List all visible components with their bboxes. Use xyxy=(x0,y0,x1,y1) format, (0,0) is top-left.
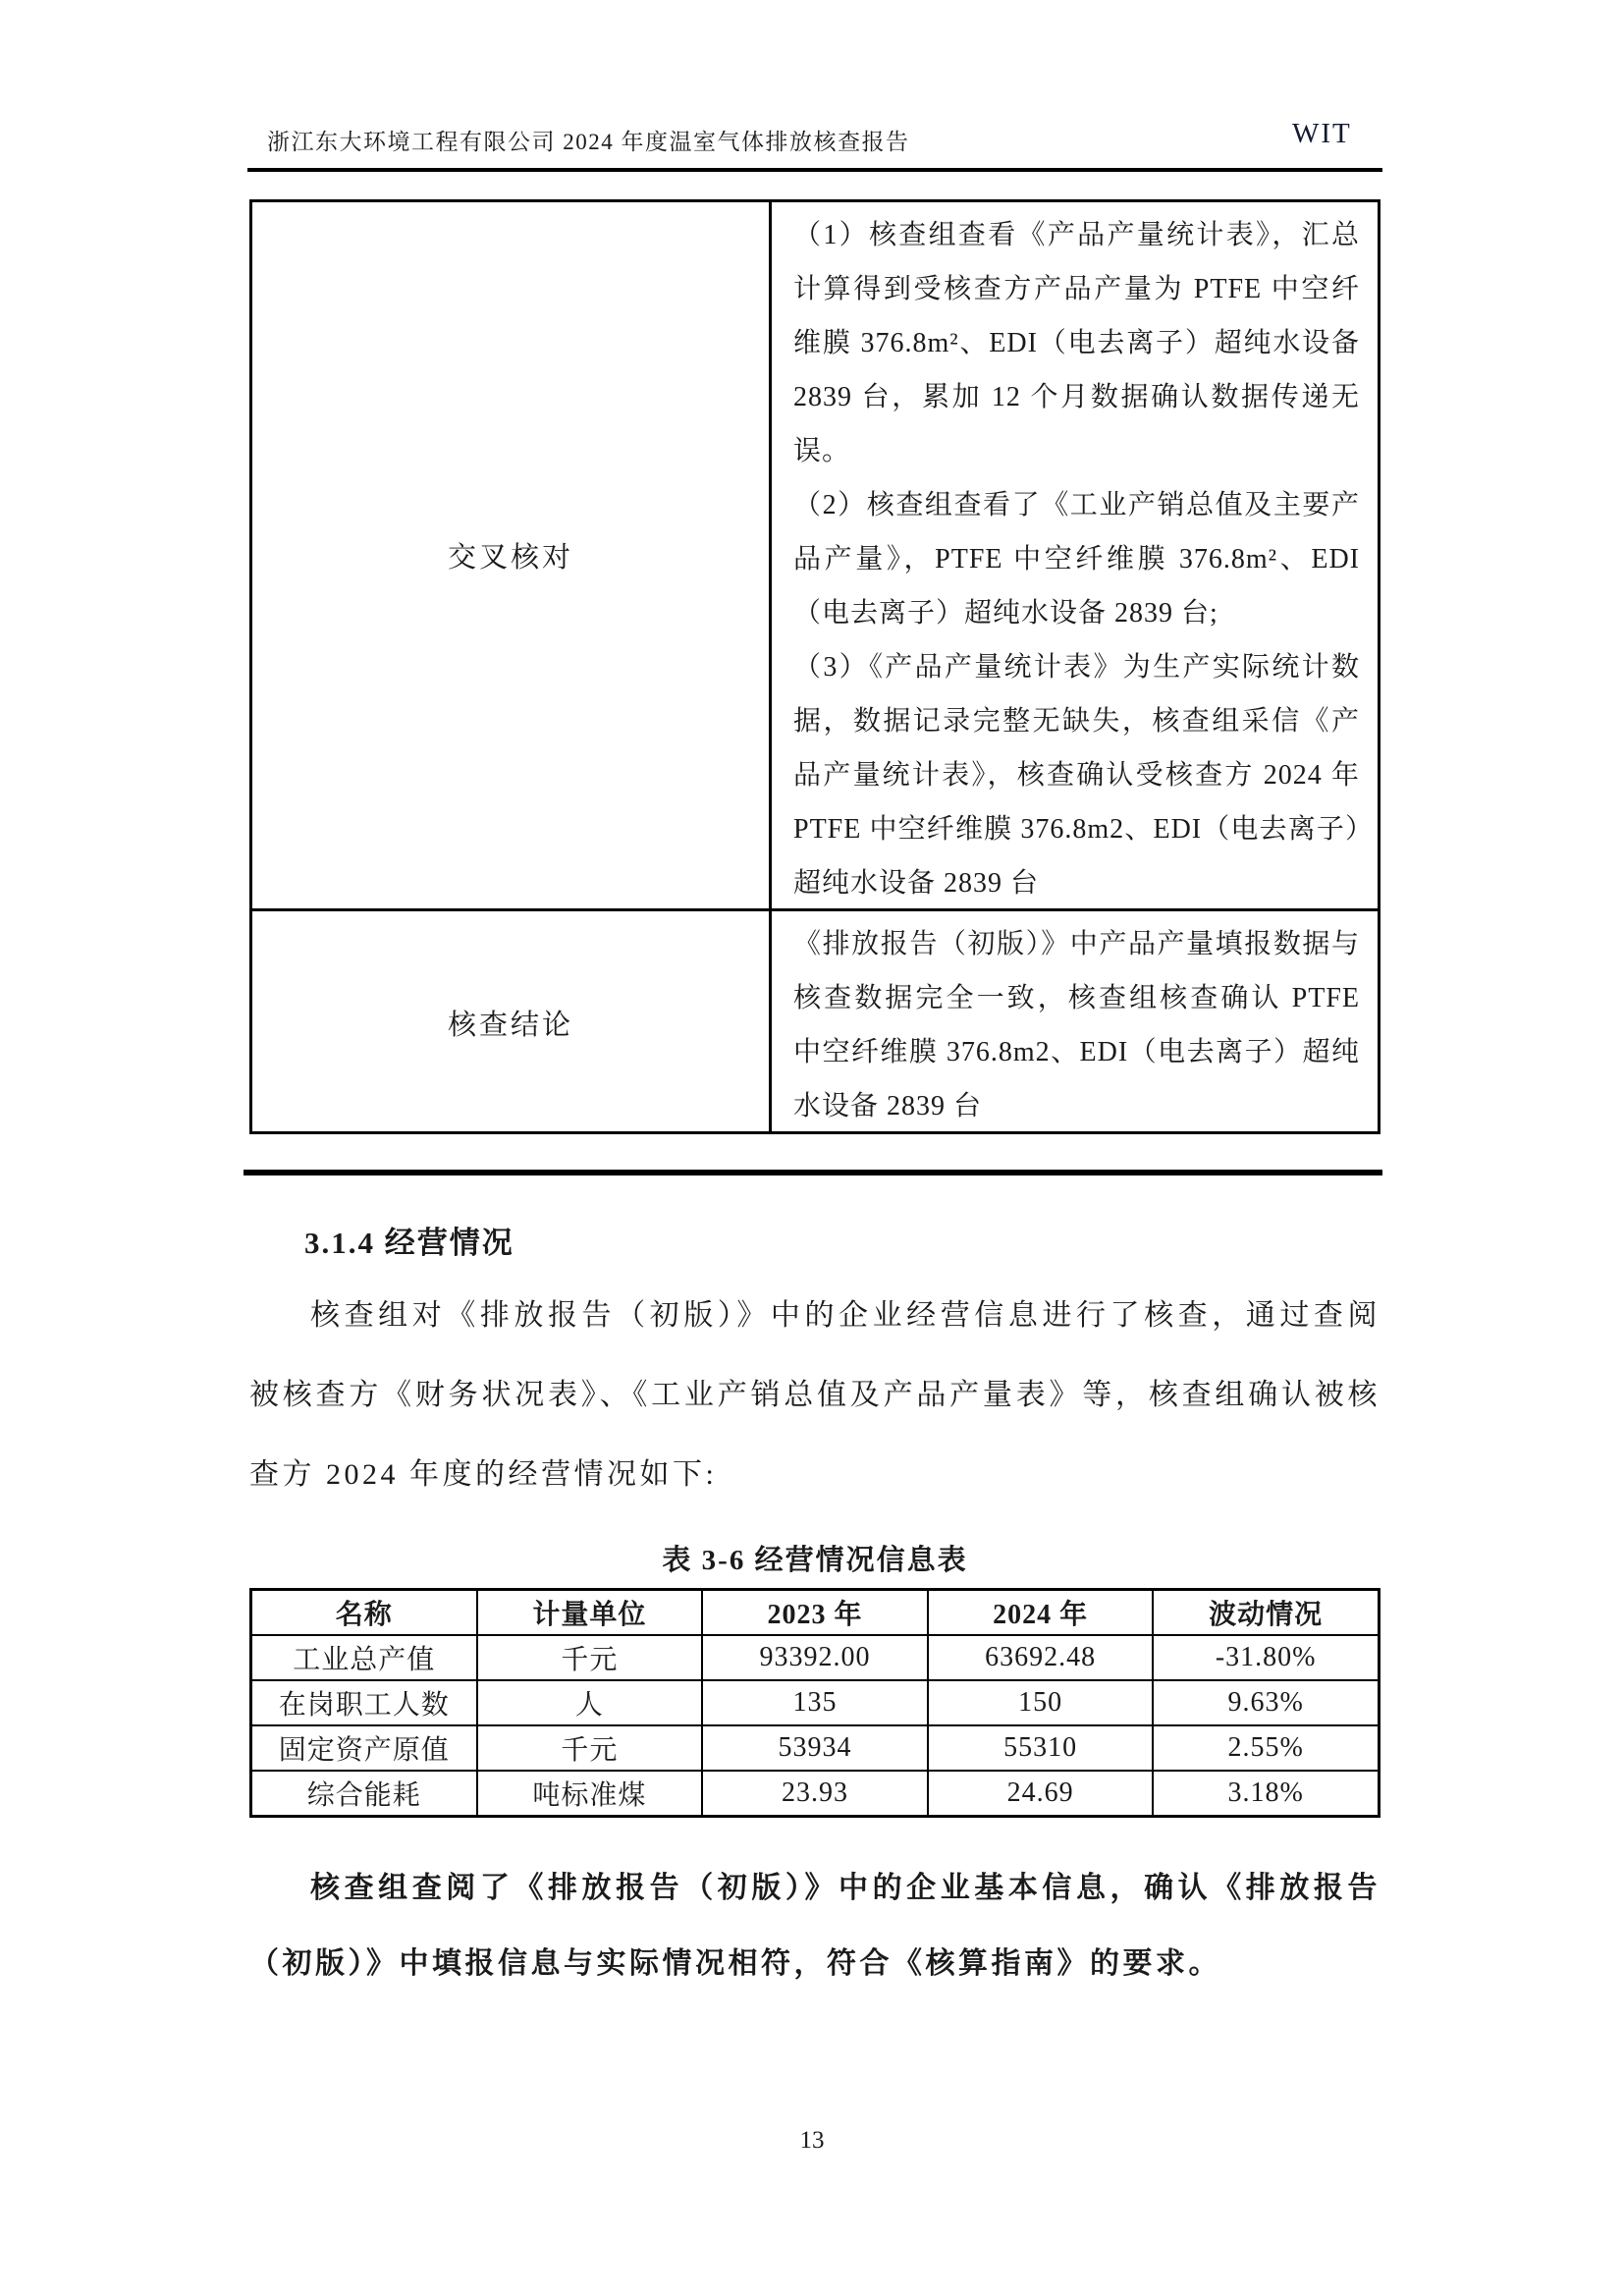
conclusion-paragraph: 《排放报告（初版）》中产品产量填报数据与核查数据完全一致，核查组核查确认 PTFE 中空纤维膜 376.8m2、EDI（电去离子）超纯水设备 2839 台 xyxy=(793,929,1360,1121)
table-cell: 23.93 xyxy=(701,1772,927,1815)
col-header-2023: 2023 年 xyxy=(701,1591,927,1634)
table-cell: 24.69 xyxy=(927,1772,1153,1815)
table-cell: 3.18% xyxy=(1152,1772,1378,1815)
table-row xyxy=(252,1724,1378,1770)
col-header-fluctuation: 波动情况 xyxy=(1152,1591,1378,1634)
table-cell: 2.55% xyxy=(1152,1726,1378,1770)
table-cell: 千元 xyxy=(476,1636,702,1679)
verification-table xyxy=(249,199,1380,1134)
report-header-title: 浙江东大环境工程有限公司 2024 年度温室气体排放核查报告 xyxy=(267,130,910,154)
table-cell: 93392.00 xyxy=(701,1636,927,1679)
cross-check-row xyxy=(252,202,1378,911)
table-row xyxy=(252,1770,1378,1815)
business-table-caption: 表 3-6 经营情况信息表 xyxy=(662,1545,968,1576)
table-cell: 工业总产值 xyxy=(293,1645,436,1675)
conclusion-row xyxy=(252,911,1378,1133)
conclusion-content xyxy=(772,911,1378,1133)
cross-check-paragraph-2: （2）核查组查看了《工业产销总值及主要产品产量》，PTFE 中空纤维膜 376.8m²、EDI（电去离子）超纯水设备 2839 台; xyxy=(793,490,1360,629)
table-cell: 固定资产原值 xyxy=(278,1735,450,1766)
table-cell: 53934 xyxy=(701,1726,927,1770)
cross-check-paragraph-3: （3）《产品产量统计表》为生产实际统计数据，数据记录完整无缺失，核查组采信《产品产量统计表》，核查确认受核查方 2024 年 PTFE 中空纤维膜 376.8m2、EDI（电去离子）超纯水设备 2839 台 xyxy=(793,652,1360,899)
table-cell: 135 xyxy=(701,1681,927,1724)
business-table-header-row xyxy=(252,1591,1378,1634)
wit-logo: WIT xyxy=(1292,118,1352,149)
table-cell: 9.63% xyxy=(1152,1681,1378,1724)
table-cell: 在岗职工人数 xyxy=(278,1690,450,1721)
cross-check-label: 交叉核对 xyxy=(252,202,772,908)
table-cell: 55310 xyxy=(927,1726,1153,1770)
table-cell: 千元 xyxy=(476,1726,702,1770)
table-cell: 综合能耗 xyxy=(306,1780,421,1811)
conclusion-label: 核查结论 xyxy=(252,911,772,1133)
cross-check-content xyxy=(772,202,1378,908)
table-cell: 人 xyxy=(476,1681,702,1724)
page-number: 13 xyxy=(799,2127,825,2154)
section-divider-rule xyxy=(244,1170,1382,1175)
header-divider-rule xyxy=(247,168,1382,172)
table-row xyxy=(252,1634,1378,1679)
table-cell: 吨标准煤 xyxy=(476,1772,702,1815)
section-intro-paragraph: 核查组对《排放报告（初版）》中的企业经营信息进行了核查，通过查阅被核查方《财务状况表》、《工业产销总值及产品产量表》等，核查组确认被核查方 2024 年度的经营情况如下: xyxy=(249,1299,1380,1491)
section-heading: 3.1.4 经营情况 xyxy=(304,1226,514,1260)
col-header-unit: 计量单位 xyxy=(476,1591,702,1634)
table-cell: 150 xyxy=(927,1681,1153,1724)
col-header-2024: 2024 年 xyxy=(927,1591,1153,1634)
closing-paragraph: 核查组查阅了《排放报告（初版）》中的企业基本信息，确认《排放报告（初版）》中填报信息与实际情况相符，符合《核算指南》的要求。 xyxy=(249,1872,1380,1980)
cross-check-paragraph-1: （1）核查组查看《产品产量统计表》，汇总计算得到受核查方产品产量为 PTFE 中空纤维膜 376.8m²、EDI（电去离子）超纯水设备 2839 台，累加 12 个月数据确认数据传递无误。 xyxy=(793,220,1360,466)
table-cell: 63692.48 xyxy=(927,1636,1153,1679)
table-cell: -31.80% xyxy=(1152,1636,1378,1679)
business-info-table xyxy=(249,1588,1380,1818)
table-row xyxy=(252,1679,1378,1724)
col-header-name: 名称 xyxy=(335,1600,393,1630)
